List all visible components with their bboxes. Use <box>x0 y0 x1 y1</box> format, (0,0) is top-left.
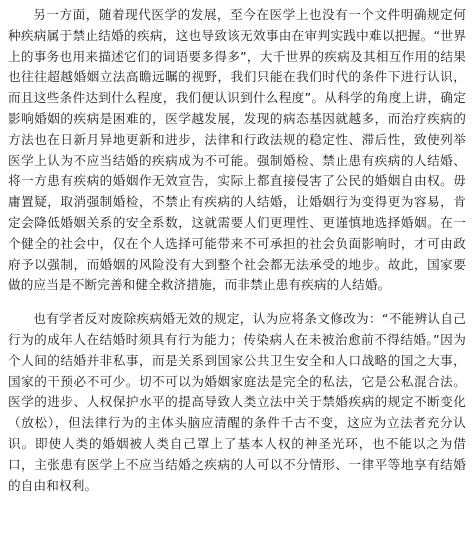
article-paragraph-1: 另一方面，随着现代医学的发展，至今在医学上也没有一个文件明确规定何种疾病属于禁止结婚的疾病，这也导致该无效事由在审判实践中难以把握。“世界上的事务也用来描述它们的词语要多得多”，大千世界的疾病及其相互作用的结果也往往超越婚姻立法高瞻远瞩的视野，我们只能在我们时代的条件下进行认识，而且这些条件达到什么程度，我们便认识到什么程度”。从科学的角度上讲，确定影响婚姻的疾病是困难的，医学越发展，发现的病态基因就越多，而治疗疾病的方法也在日新月异地更新和进步，法律和行政法规的稳定性、滞后性，致使列举医学上认为不应当结婚的疾病成为不可能。强制婚检、禁止患有疾病的人结婚、将一方患有疾病的婚姻作无效宣告，实际上都直接侵害了公民的婚姻自由权。毋庸置疑，取消强制婚检，不禁止有疾病的人结婚，让婚姻行为变得更为容易，肯定会降低婚姻关系的安全系数，这就需要人们更理性、更谨慎地选择婚姻。在一个健全的社会中，仅在个人选择可能带来不可承担的社会负面影响时，才可由政府予以强制，而婚姻的风险没有大到整个社会都无法承受的地步。故此，国家要做的应当是不断完善和健全救济措施，而非禁止患有疾病的人结婚。 <box>8 7 466 293</box>
article-paragraph-2: 也有学者反对废除疾病婚无效的规定，认为应将条文修改为：“不能辨认自己行为的成年人在结婚时须具有行为能力；传染病人在未被治愈前不得结婚。”因为个人间的结婚并非私事，而是关系到国家公共卫生安全和人口战略的国之大事，国家的干预必不可少。切不可以为婚姻家庭法是完全的私法，它是公私混合法。医学的进步、人权保护水平的提高导致人类立法中关于禁婚疾病的规定不断变化（放松），但法律行为的主体头脑应清醒的条件千古不变，这应为立法者充分认识。即使人类的婚姻被人类自己罩上了基本人权的神圣光环，也不能以之为借口，主张患有医学上不应当结婚之疾病的人可以不分情形、一律平等地享有结婚的自由和权利。 <box>8 311 466 493</box>
